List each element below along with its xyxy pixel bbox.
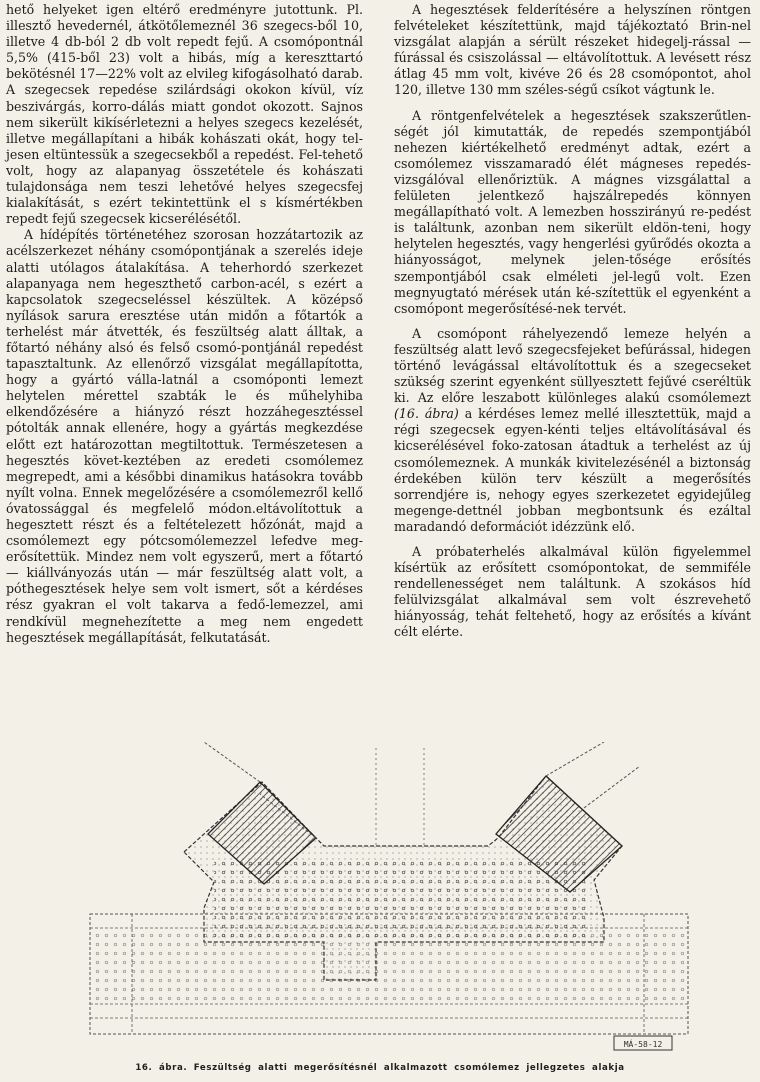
gusset-plate-figure xyxy=(84,742,694,1060)
paragraph: A röntgenfelvételek a hegesztések szakszerűtlen-ségét jól kimutatták, de repedés szempontjából nehezen kiértékelhető eredményt adtak, ezért a csomólemez visszamaradó élét mágneses repedés-vizsgálóval ellenőriztük. A mágnes vizsgálattal a felületen jelentkező hajszálrepedés könnyen megállapítható volt. A lemezben hosszirányú re-pedést is találtunk, azonban nem sikerült eldön-teni, hogy helytelen hegesztés, vagy hengerlési gyűrődés okozta a hiányosságot, melynek jelen-tősége erősítés szempontjából csak elméleti jel-legű volt. Ezen megnyugtató mérések után ké-szítettük el egyenként a csomópont megerősítésé-nek tervét. xyxy=(394,107,751,316)
figure-reference: (16. ábra) xyxy=(394,406,459,422)
right-text-column xyxy=(394,2,751,641)
paragraph: hető helyeket igen eltérő eredményre jutottunk. Pl. illesztő hevedernél, átkötőlemeznél 36 szegecs-ből 10, illetve 4 db-ból 2 db volt repedt fejű. A csomópontnál 5,5% (415-ből 23) volt a hibás, míg a kereszttartó bekötésnél 17—22% volt az elvileg kifogásolható darab. A szegecsek repedése szilárdsági okokon kívül, víz beszivárgás, korro-dálás miatt gondot okozott. Sajnos nem sikerült kikísérletezni a helyes szegecs kezelését, illetve megállapítani a hibák kohászati okát, hogy tel-jesen eltüntessük a szegecsekből a repedést. Fel-tehető volt, hogy az alapanyag összetétele és kohászati tulajdonsága nem teszi lehetővé helyes szegecsfej kialakítását, s ezért tekintettünk el s kísmértékben repedt fejű szegecsek kicserélésétől. xyxy=(6,2,363,227)
figure-caption: 16. ábra. Feszültség alatti megerősítésnél alkalmazott csomólemez jellegzetes alakja xyxy=(135,1063,625,1073)
paragraph: A hegesztések felderítésére a helyszínen röntgen felvételeket készítettünk, majd tájékoztató Brin-nel vizsgálat alapján a sérült részeket hidegelj-rással — fúrással és csiszolással — eltávolítottuk. A levésett rész átlag 45 mm volt, kivéve 26 és 28 csomópontot, ahol 120, illetve 130 mm széles-ségű csíkot vágtunk le. xyxy=(394,2,751,98)
stamp-text: MÁ-58-12 xyxy=(623,1040,663,1049)
vertical-member xyxy=(376,748,424,846)
paragraph: A próbaterhelés alkalmával külön figyelemmel kísértük az erősített csomópontokat, de semmiféle rendellenességet nem találtunk. A szokásos híd felülvizsgálat alkalmával sem volt észrevehető hiányosság, tehát feltehető, hogy az erősítés a kívánt célt elérte. xyxy=(394,544,751,640)
figure-stamp xyxy=(614,1036,672,1050)
left-text-column xyxy=(6,2,363,646)
paragraph-text: A csomópont ráhelyezendő lemeze helyén a feszültség alatt levő szegecsfejeket befúrással, hidegen történő levágással eltávolítottuk és a szegecseket szükség szerint egyenként süllyesztett fejűvé cseréltük ki. Az előre leszabott különleges alakú csomólemezt xyxy=(394,325,751,406)
paragraph-text: a kérdéses lemez mellé illesztettük, majd a régi szegecsek egyen-kénti teljes eltávolításával és kicserélésével foko-zatosan átadtuk a terhelést az új csomólemeznek. A munkák kivitelezésénél a biztonság érdekében külön terv készült a megerősítés sorrendjére is, nehogy egyes szerkezetet egyidejűleg megenge-dettnél jobban megbontsunk és ezáltal maradandó deformációt idézzünk elő. xyxy=(394,406,751,534)
paragraph xyxy=(394,326,751,535)
paragraph: A hídépítés történetéhez szorosan hozzátartozik az acélszerkezet néhány csomópontjának a szerelés ideje alatti utólagos átalakítása. A teherhordó szerkezet alapanyaga nem hegeszthető carbon-acél, s ezért a kapcsolatok szegecseléssel készültek. A középső nyílások sarura eresztése után midőn a főtartók a terhelést már átvették, és feszültség alatt álltak, a főtartó néhány alsó és felső csomó-pontjánál repedést tapasztaltunk. Az ellenőrző vizsgálat megállapította, hogy a gyártó válla-latnál a csomóponti lemezt helytelen mérettel szabták le és műhelyhiba elkendőzésére a hiányzó részt hozzáhegesztéssel pótolták annak ellenére, hogy a gyártás megkezdése előtt ezt határozottan megtiltottuk. Természetesen a hegesztés követ-keztében az eredeti csomólemez megrepedt, ami a későbbi dinamikus hatásokra tovább nyílt volna. Ennek megelőzésére a csomólemezről kellő óvatossággal és megfelelő módon.eltávolítottuk a hegesztett részt és a feltételezett hőzónát, majd a csomólemezt egy pótcsomólemezzel lefedve meg-erősítettük. Mindez nem volt egyszerű, mert a főtartó — kiállványozás után — már feszültség alatt volt, a póthegesztések helye sem volt ismert, sőt a kérdéses rész gyakran el volt takarva a fedő-lemezzel, ami rendkívül megnehezítette a meg nem engedett hegesztések megállapítását, felkutatását. xyxy=(6,227,363,645)
